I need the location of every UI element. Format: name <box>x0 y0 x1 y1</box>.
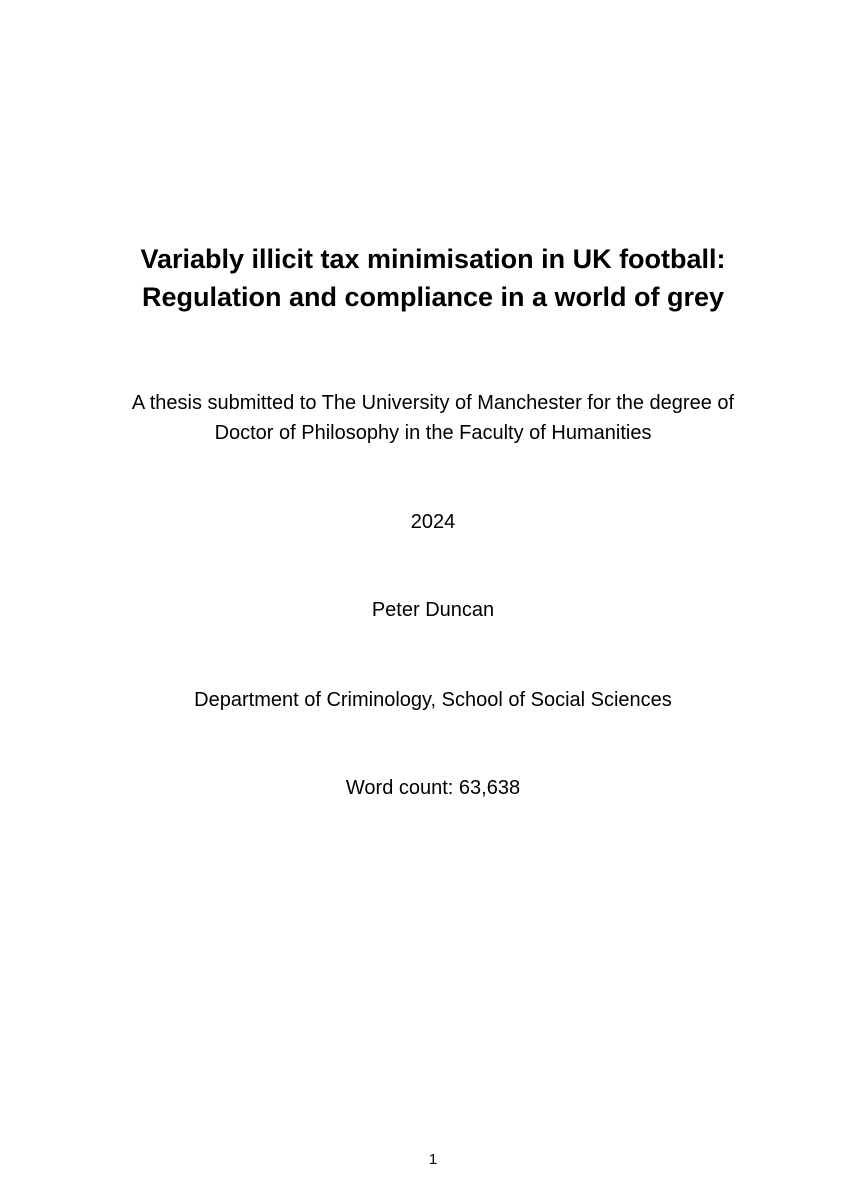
department-name: Department of Criminology, School of Social Sciences <box>194 689 672 711</box>
thesis-title-line-2: Regulation and compliance in a world of grey <box>141 282 725 312</box>
submission-statement <box>0 388 866 448</box>
submission-year: 2024 <box>410 511 456 533</box>
word-count: Word count: 63,638 <box>345 777 521 799</box>
submission-line-2: Doctor of Philosophy in the Faculty of Humanities <box>214 422 652 444</box>
submission-line-1: A thesis submitted to The University of Manchester for the degree of <box>131 392 735 414</box>
page-number: 1 <box>428 1151 438 1168</box>
author-name: Peter Duncan <box>371 599 495 621</box>
thesis-title-line-1: Variably illicit tax minimisation in UK football: <box>140 244 726 274</box>
thesis-title <box>0 240 866 316</box>
